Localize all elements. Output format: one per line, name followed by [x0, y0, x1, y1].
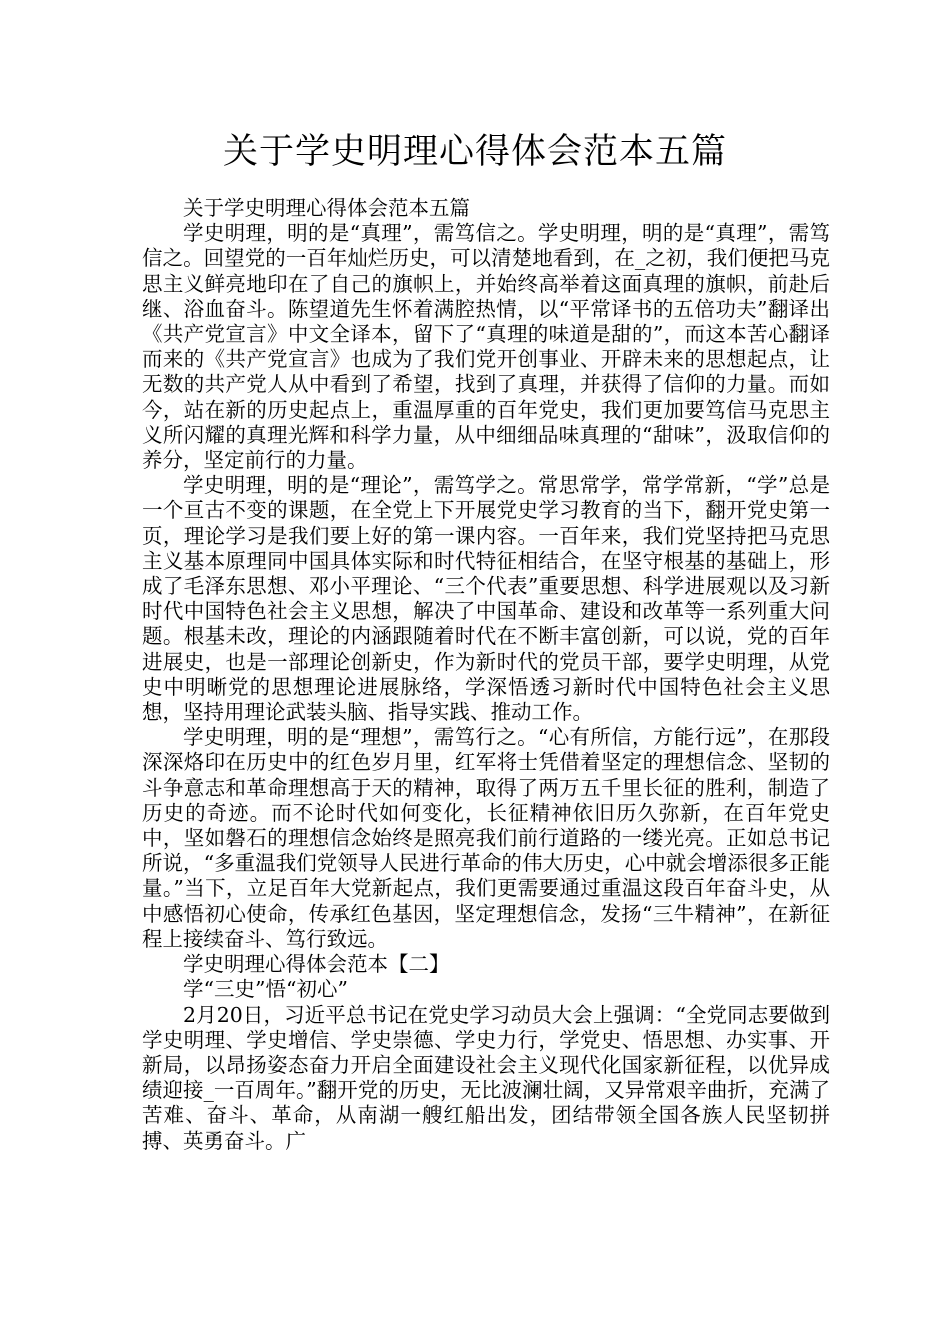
body-paragraph: 学史明理，明的是“理想”，需笃行之。“心有所信，方能行远”，在那段深深烙印在历史中的红色岁月里，红军将士凭借着坚定的理想信念、坚韧的斗争意志和革命理想高于天的精神，取得了两万五千里长征的胜利，制造了历史的奇迹。而不论时代如何变化，长征精神依旧历久弥新，在百年党史中，坚如磐石的理想信念始终是照亮我们前行道路的一缕光亮。正如总书记所说，“多重温我们党领导人民进行革命的伟大历史，心中就会增添很多正能量。”当下，立足百年大党新起点，我们更需要通过重温这段百年奋斗史，从中感悟初心使命，传承红色基因，坚定理想信念，发扬“三牛精神”，在新征程上接续奋斗、笃行致远。	[142, 725, 830, 951]
document-body	[142, 196, 830, 1154]
body-paragraph: 学史明理，明的是“理论”，需笃学之。常思常学，常学常新，“学”总是一个亘古不变的课题，在全党上下开展党史学习教育的当下，翻开党史第一页，理论学习是我们要上好的第一课内容。一百年来，我们党坚持把马克思主义基本原理同中国具体实际和时代特征相结合，在坚守根基的基础上，形成了毛泽东思想、邓小平理论、“三个代表”重要思想、科学进展观以及习新时代中国特色社会主义思想，解决了中国革命、建设和改革等一系列重大问题。根基未改，理论的内涵跟随着时代在不断丰富创新，可以说，党的百年进展史，也是一部理论创新史，作为新时代的党员干部，要学史明理，从党史中明晰党的思想理论进展脉络，学深悟透习新时代中国特色社会主义思想，坚持用理论武装头脑、指导实践、推动工作。	[142, 473, 830, 725]
document-title: 关于学史明理心得体会范本五篇	[222, 132, 727, 172]
body-paragraph: 2月20日，习近平总书记在党史学习动员大会上强调：“全党同志要做到学史明理、学史增信、学史崇德、学史力行，学党史、悟思想、办实事、开新局，以昂扬姿态奋力开启全面建设社会主义现代化国家新征程，以优异成绩迎接_一百周年。”翻开党的历史，无比波澜壮阔，又异常艰辛曲折，充满了苦难、奋斗、革命，从南湖一艘红船出发，团结带领全国各族人民坚韧拼搏、英勇奋斗。广	[142, 1002, 830, 1153]
body-paragraph: 学史明理，明的是“真理”，需笃信之。学史明理，明的是“真理”，需笃信之。回望党的一百年灿烂历史，可以清楚地看到，在_之初，我们便把马克思主义鲜亮地印在了自己的旗帜上，并始终高举着这面真理的旗帜，前赴后继、浴血奋斗。陈望道先生怀着满腔热情，以“平常译书的五倍功夫”翻译出《共产党宣言》中文全译本，留下了“真理的味道是甜的”，而这本苦心翻译而来的《共产党宣言》也成为了我们党开创事业、开辟未来的思想起点，让无数的共产党人从中看到了希望，找到了真理，并获得了信仰的力量。而如今，站在新的历史起点上，重温厚重的百年党史，我们更加要笃信马克思主义所闪耀的真理光辉和科学力量，从中细细品味真理的“甜味”，汲取信仰的养分，坚定前行的力量。	[142, 221, 830, 473]
section-subheading: 学“三史”悟“初心”	[183, 977, 348, 1002]
body-paragraph: 关于学史明理心得体会范本五篇	[183, 196, 470, 220]
section-heading: 学史明理心得体会范本【二】	[183, 952, 450, 977]
